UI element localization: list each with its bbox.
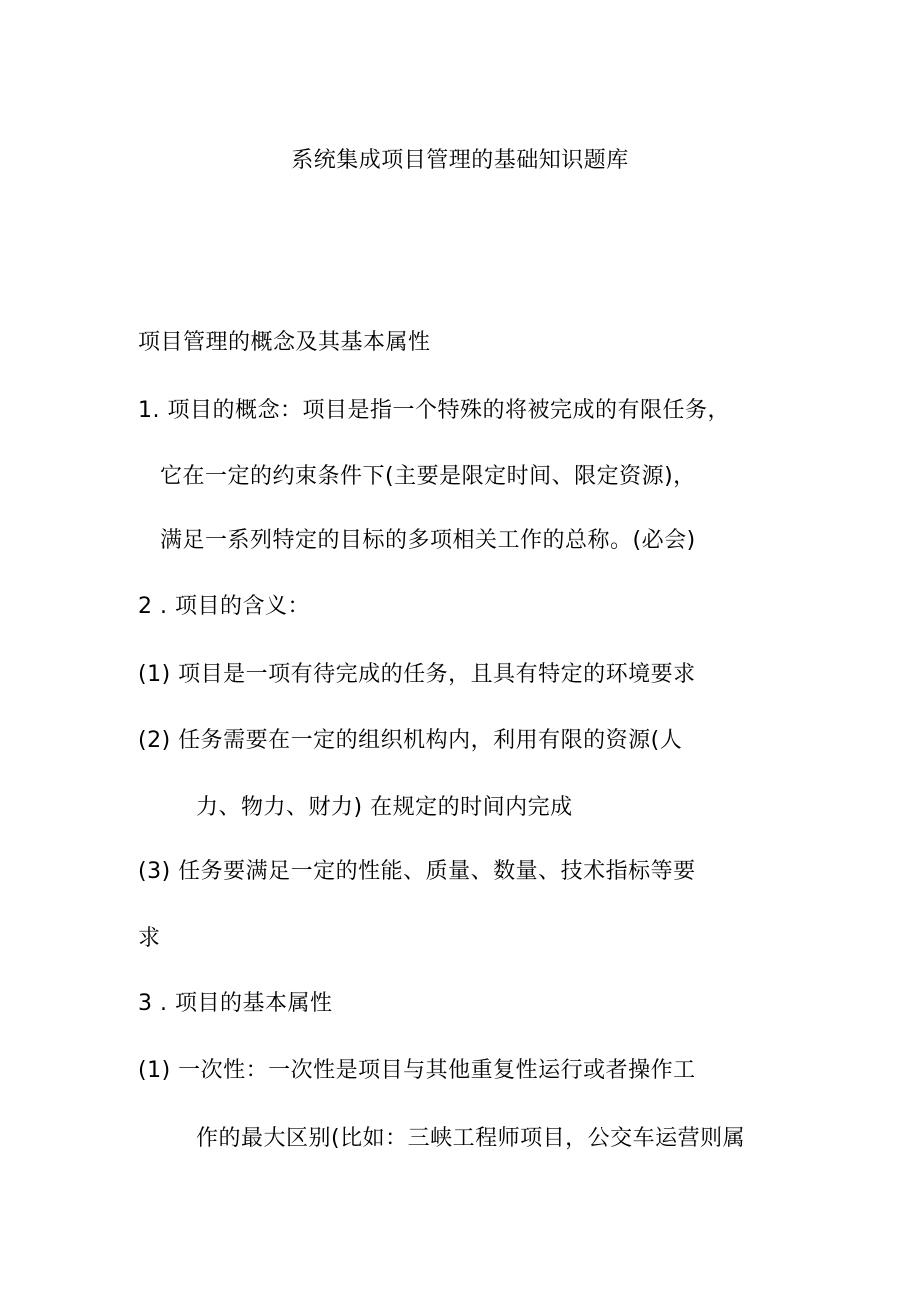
item3-heading: 3 . 项目的基本属性: [138, 991, 333, 1016]
section-heading: 项目管理的概念及其基本属性: [138, 330, 431, 355]
item3-point1-line1: (1) 一次性：一次性是项目与其他重复性运行或者操作工: [138, 1058, 696, 1083]
item1-line1: 1. 项目的概念：项目是指一个特殊的将被完成的有限任务，: [138, 398, 730, 423]
item2-heading: 2 . 项目的含义：: [138, 594, 310, 619]
item3-point1-line2: 作的最大区别(比如：三峡工程师项目，公交车运营则属: [196, 1126, 746, 1151]
item2-point3-line1: (3) 任务要满足一定的性能、质量、数量、技术指标等要: [138, 859, 696, 884]
item2-point3-line2: 求: [138, 926, 161, 951]
item2-point1: (1) 项目是一项有待完成的任务，且具有特定的环境要求: [138, 662, 696, 687]
item1-line3: 满足一系列特定的目标的多项相关工作的总称。(必会): [160, 528, 696, 553]
item1-line2: 它在一定的约束条件下(主要是限定时间、限定资源)，: [160, 464, 696, 489]
document-title: 系统集成项目管理的基础知识题库: [291, 148, 629, 173]
item2-point2-line2: 力、物力、财力) 在规定的时间内完成: [196, 795, 573, 820]
item2-point2-line1: (2) 任务需要在一定的组织机构内，利用有限的资源(人: [138, 728, 683, 753]
